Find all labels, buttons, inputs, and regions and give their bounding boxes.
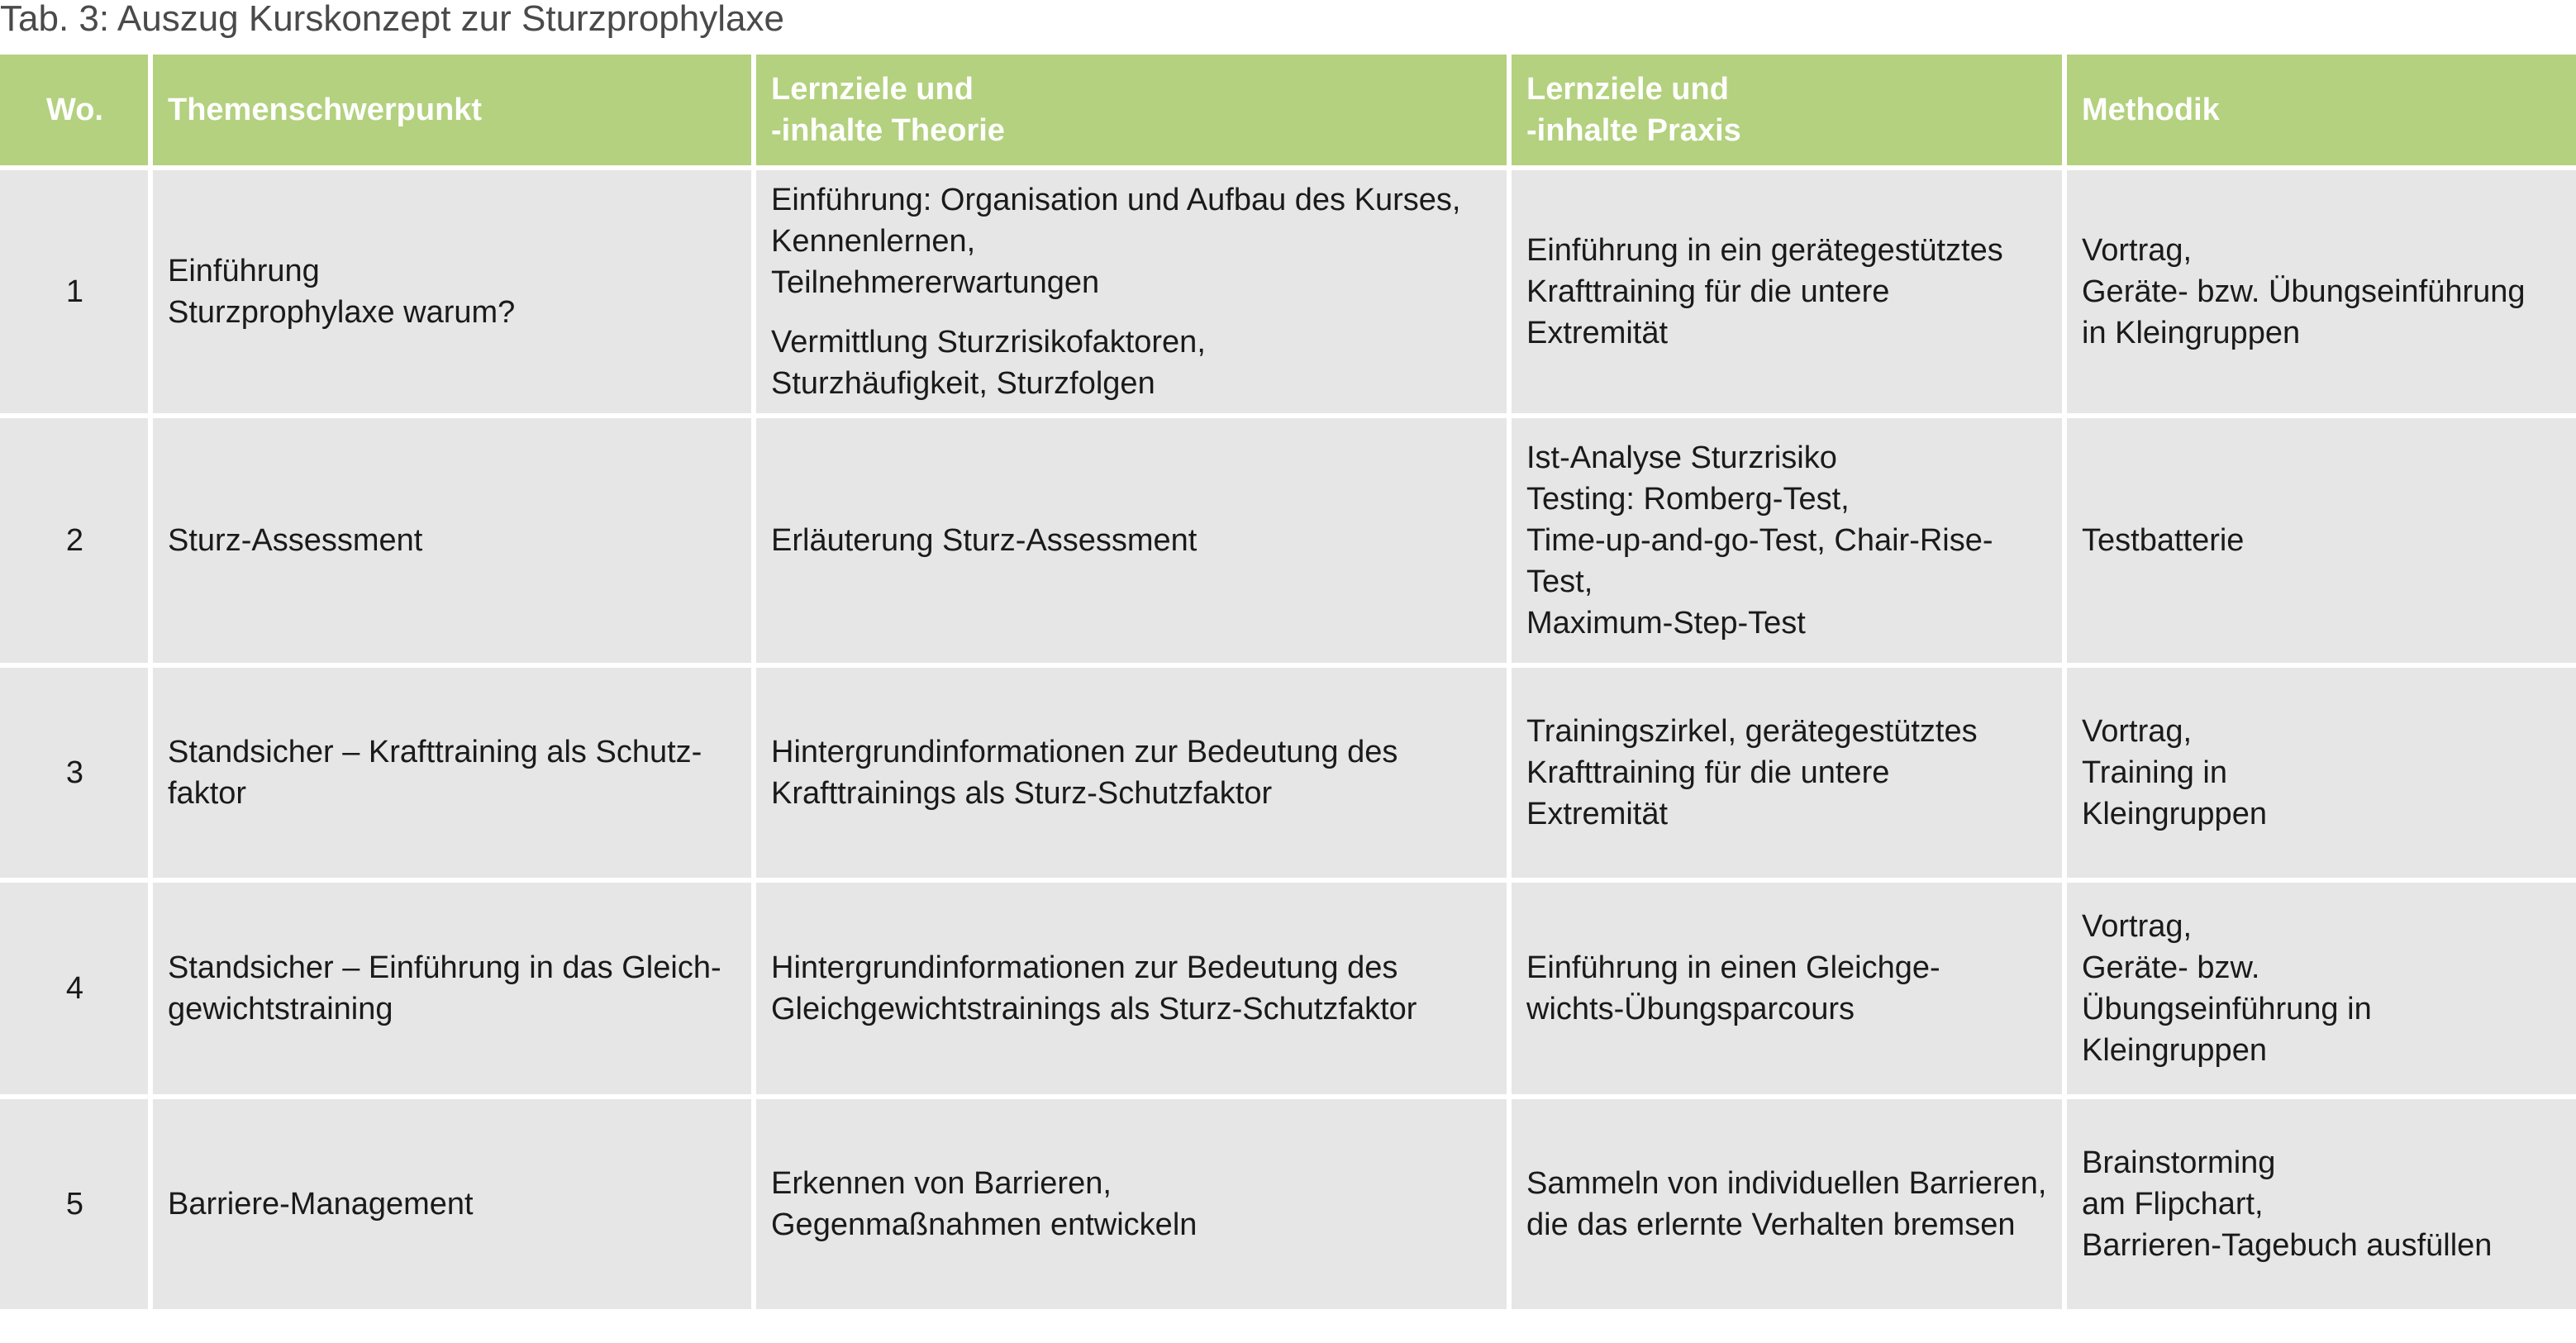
cell-line: Barriere-Management (168, 1187, 474, 1222)
cell-theory (754, 665, 1509, 880)
cell-line: Time-up-and-go-Test, Chair-Rise-Test, (1526, 523, 1993, 599)
cell-line: Sturzprophylaxe warum? (168, 295, 516, 330)
cell-line: gewichtstraining (168, 992, 393, 1026)
cell-line: Vortrag, (2082, 909, 2193, 944)
cell-week: 1 (0, 168, 150, 416)
header-theory (754, 55, 1509, 168)
cell-topic (150, 168, 754, 416)
cell-method (2064, 1097, 2576, 1309)
cell-topic (150, 880, 754, 1097)
cell-line: Testing: Romberg-Test, (1526, 482, 1850, 517)
cell-line: am Flipchart, (2082, 1187, 2264, 1222)
cell-line: Maximum-Step-Test (1526, 606, 1806, 641)
cell-theory (754, 168, 1509, 416)
cell-line: Erkennen von Barrieren, (771, 1166, 1112, 1201)
cell-week: 5 (0, 1097, 150, 1309)
cell-line: Vortrag, (2082, 714, 2193, 749)
cell-line: Standsicher – Krafttraining als Schutz- (168, 735, 702, 769)
cell-line: Kleingruppen (2082, 797, 2267, 831)
cell-line: Testbatterie (2082, 523, 2245, 558)
header-practice (1509, 55, 2064, 168)
header-method: Methodik (2064, 55, 2576, 168)
cell-line: Extremität (1526, 316, 1669, 350)
cell-line: Sturzhäufigkeit, Sturzfolgen (771, 366, 1155, 401)
cell-line: Einführung: Organisation und Aufbau des Kurses, (771, 183, 1461, 217)
cell-line: wichts-Übungsparcours (1526, 992, 1855, 1026)
cell-line: Sammeln von individuellen Barrieren, (1526, 1166, 2047, 1201)
course-concept-table (0, 55, 2576, 1309)
cell-practice (1509, 416, 2064, 665)
cell-method (2064, 880, 2576, 1097)
cell-topic (150, 1097, 754, 1309)
cell-line: Kennenlernen, (771, 224, 976, 259)
cell-line: Gleichgewichtstrainings als Sturz-Schutzfaktor (771, 992, 1417, 1026)
cell-theory (754, 1097, 1509, 1309)
cell-line: Standsicher – Einführung in das Gleich- (168, 950, 721, 985)
cell-line: Krafttraining für die untere (1526, 274, 1890, 309)
cell-line: in Kleingruppen (2082, 316, 2301, 350)
cell-line: Hintergrundinformationen zur Bedeutung des (771, 950, 1398, 985)
table-row (0, 1097, 2576, 1309)
cell-line: Krafttraining für die untere (1526, 755, 1890, 790)
cell-practice (1509, 665, 2064, 880)
cell-line: Extremität (1526, 797, 1669, 831)
cell-line: Übungseinführung in (2082, 992, 2372, 1026)
cell-line: Ist-Analyse Sturzrisiko (1526, 441, 1837, 475)
cell-theory (754, 416, 1509, 665)
cell-line: Training in (2082, 755, 2228, 790)
cell-method (2064, 168, 2576, 416)
cell-line: die das erlernte Verhalten bremsen (1526, 1207, 2016, 1242)
cell-line: Sturz-Assessment (168, 523, 423, 558)
cell-topic (150, 416, 754, 665)
table-caption: Tab. 3: Auszug Kurskonzept zur Sturzprophylaxe (0, 0, 784, 39)
paragraph-gap (771, 303, 1493, 321)
cell-line: Geräte- bzw. Übungseinführung (2082, 274, 2526, 309)
cell-line: Vermittlung Sturzrisikofaktoren, (771, 325, 1206, 360)
cell-week: 3 (0, 665, 150, 880)
table-row (0, 880, 2576, 1097)
cell-week: 2 (0, 416, 150, 665)
cell-practice (1509, 880, 2064, 1097)
header-theory-line: -inhalte Theorie (771, 113, 1005, 148)
cell-line: Kleingruppen (2082, 1033, 2267, 1068)
cell-line: Krafttrainings als Sturz-Schutzfaktor (771, 776, 1273, 811)
cell-line: Einführung in ein gerätegestütztes (1526, 233, 2003, 268)
header-row (0, 55, 2576, 168)
cell-line: Brainstorming (2082, 1145, 2276, 1180)
table-row (0, 665, 2576, 880)
cell-line: Einführung (168, 254, 320, 288)
header-week: Wo. (0, 55, 150, 168)
cell-line: Einführung in einen Gleichge- (1526, 950, 1940, 985)
cell-theory (754, 880, 1509, 1097)
cell-week: 4 (0, 880, 150, 1097)
cell-line: faktor (168, 776, 247, 811)
cell-line: Erläuterung Sturz-Assessment (771, 523, 1198, 558)
header-theory-line: Lernziele und (771, 72, 974, 107)
cell-method (2064, 665, 2576, 880)
header-practice-line: Lernziele und (1526, 72, 1729, 107)
cell-practice (1509, 1097, 2064, 1309)
header-topic: Themenschwerpunkt (150, 55, 754, 168)
cell-line: Geräte- bzw. (2082, 950, 2260, 985)
cell-line: Teilnehmererwartungen (771, 265, 1100, 300)
cell-topic (150, 665, 754, 880)
cell-line: Hintergrundinformationen zur Bedeutung des (771, 735, 1398, 769)
cell-practice (1509, 168, 2064, 416)
cell-line: Trainingszirkel, gerätegestütztes (1526, 714, 1978, 749)
cell-line: Barrieren-Tagebuch ausfüllen (2082, 1228, 2493, 1263)
cell-method (2064, 416, 2576, 665)
cell-line: Gegenmaßnahmen entwickeln (771, 1207, 1198, 1242)
header-practice-line: -inhalte Praxis (1526, 113, 1741, 148)
table-row (0, 168, 2576, 416)
cell-line: Vortrag, (2082, 233, 2193, 268)
table-row (0, 416, 2576, 665)
